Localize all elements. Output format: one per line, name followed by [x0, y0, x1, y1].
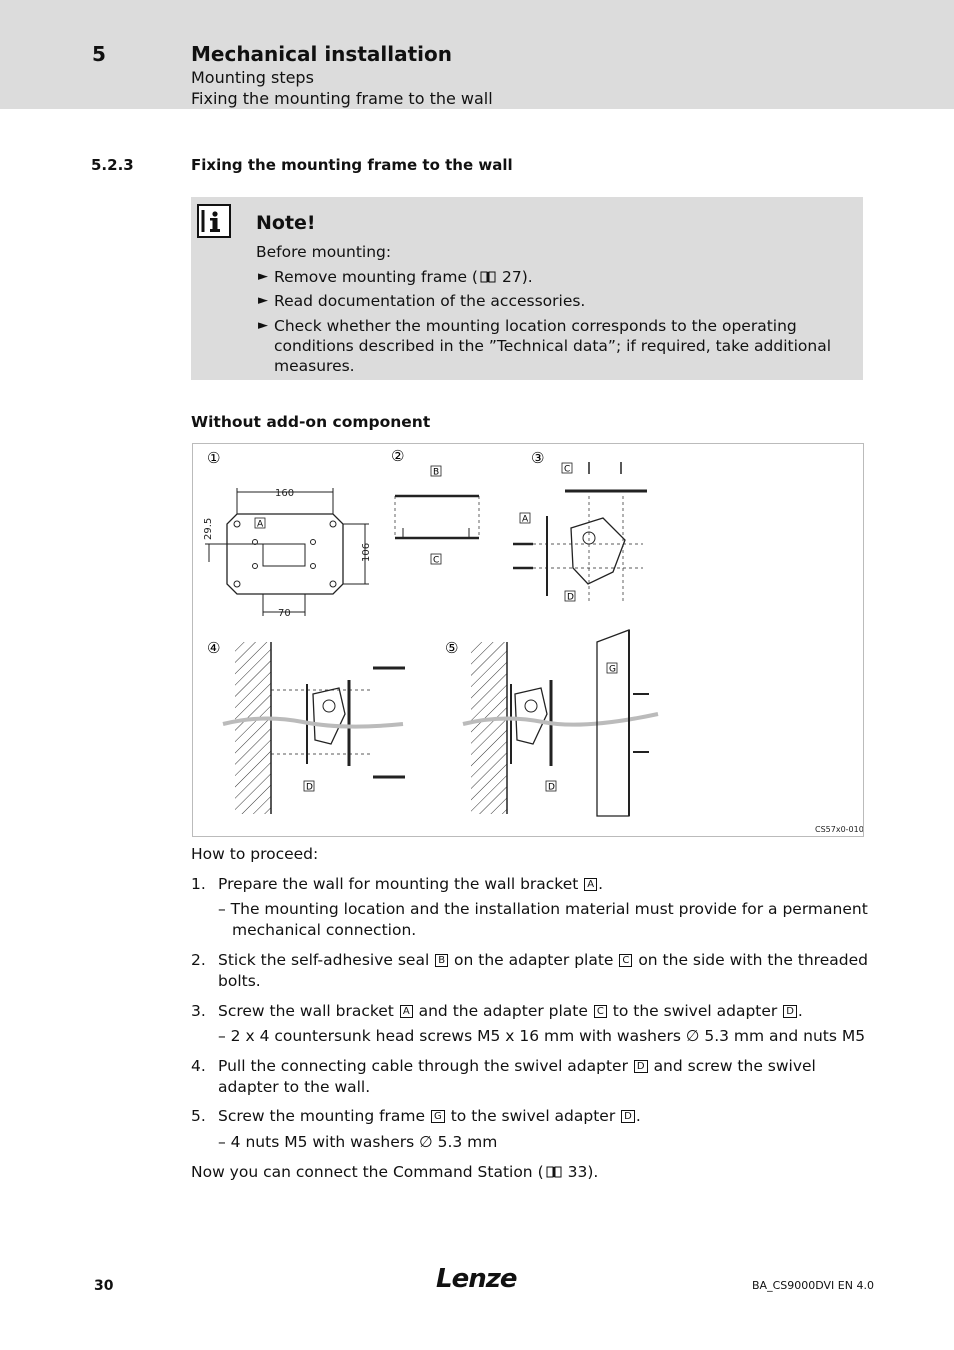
- figure-heading: Without add-on component: [191, 413, 431, 431]
- procedure-outro: [191, 1162, 598, 1182]
- label-c-2: C: [564, 464, 571, 475]
- ref-label-c: C: [619, 954, 632, 967]
- header-subtitle-1: Mounting steps: [191, 68, 314, 87]
- step-3-number: 3.: [191, 1002, 206, 1020]
- step-2-text-c: on the side with the threaded: [638, 951, 868, 969]
- note-bullet-2: Read documentation of the accessories.: [274, 292, 586, 310]
- note-bullet-1-page: 27).: [501, 268, 533, 286]
- ref-label-d: D: [783, 1005, 797, 1018]
- step-marker-5: ⑤: [445, 639, 459, 657]
- step-marker-4: ④: [207, 639, 221, 657]
- outro-page: 33).: [567, 1163, 599, 1181]
- bullet-marker: ►: [258, 318, 268, 333]
- dim-width-label: 160: [275, 488, 295, 499]
- label-b: B: [433, 467, 440, 478]
- step-3-text-d: .: [797, 1002, 803, 1020]
- lenze-logo: Lenze: [436, 1264, 517, 1294]
- step-3-text-b: and the adapter plate: [418, 1002, 588, 1020]
- header-subtitle-2: Fixing the mounting frame to the wall: [191, 89, 493, 108]
- step-5-text-b: to the swivel adapter: [450, 1107, 616, 1125]
- procedure-intro: How to proceed:: [191, 845, 319, 863]
- swivel-assembly-drawing: [513, 462, 647, 602]
- figure-code: CS57x0-010: [815, 825, 863, 834]
- step-marker-2: ②: [391, 447, 405, 465]
- step-5-text-a: Screw the mounting frame: [218, 1107, 426, 1125]
- step-2-number: 2.: [191, 951, 206, 969]
- info-icon: [197, 204, 231, 238]
- label-d-3: D: [548, 782, 555, 793]
- ref-label-b: B: [435, 954, 448, 967]
- dim-offset-label: 29.5: [203, 517, 214, 540]
- step-1-text-b: .: [598, 875, 604, 893]
- step-5-number: 5.: [191, 1107, 206, 1125]
- wall-hatch-5: [471, 642, 507, 814]
- step-1-text-a: Prepare the wall for mounting the wall bracket: [218, 875, 579, 893]
- step-3-text-a: Screw the wall bracket: [218, 1002, 394, 1020]
- ref-label-g: G: [431, 1110, 445, 1123]
- step-2-text-a: Stick the self-adhesive seal: [218, 951, 430, 969]
- note-title: Note!: [256, 212, 316, 234]
- wall-hatch-4: [235, 642, 271, 814]
- note-bullet-1-text: Remove mounting frame (: [274, 268, 478, 286]
- step-3-text-c: to the swivel adapter: [612, 1002, 778, 1020]
- step-5-sub: – 4 nuts M5 with washers ∅ 5.3 mm: [218, 1133, 498, 1151]
- step-4-text-a: Pull the connecting cable through the swivel adapter: [218, 1057, 628, 1075]
- note-bullet-3-line1: Check whether the mounting location corresponds to the operating: [274, 317, 797, 335]
- book-icon: [480, 268, 496, 280]
- step-1-text: [218, 874, 603, 894]
- wall-bracket-drawing: [205, 488, 369, 616]
- document-id: BA_CS9000DVI EN 4.0: [752, 1279, 874, 1292]
- step-4-text-line2: adapter to the wall.: [218, 1078, 371, 1096]
- step-1-sub-line2: mechanical connection.: [232, 921, 417, 939]
- label-g: G: [609, 664, 616, 675]
- step-4-number: 4.: [191, 1057, 206, 1075]
- step-5-text: [218, 1106, 641, 1126]
- section-number: 5.2.3: [91, 156, 134, 174]
- bullet-marker: ►: [258, 293, 268, 308]
- chapter-title: Mechanical installation: [191, 42, 452, 66]
- note-bullet-3-line2: conditions described in the ”Technical data”; if required, take additional: [274, 337, 832, 355]
- mounting-diagram: [193, 444, 863, 836]
- dim-hole-label: 70: [278, 608, 291, 619]
- outro-text: Now you can connect the Command Station (: [191, 1163, 544, 1181]
- ref-label-a: A: [584, 878, 597, 891]
- step-2-text: [218, 950, 868, 970]
- ref-label-d: D: [634, 1060, 648, 1073]
- dim-height-label: 106: [361, 542, 372, 562]
- step-3-sub: – 2 x 4 countersunk head screws M5 x 16 mm with washers ∅ 5.3 mm and nuts M5: [218, 1027, 866, 1045]
- ref-label-d: D: [621, 1110, 635, 1123]
- label-a-2: A: [522, 514, 529, 525]
- step-marker-3: ③: [531, 449, 545, 467]
- step-3-text: [218, 1001, 803, 1021]
- label-a-1: A: [257, 519, 264, 530]
- book-icon: [546, 1163, 562, 1175]
- label-d-2: D: [306, 782, 313, 793]
- step-4-text-b: and screw the swivel: [653, 1057, 816, 1075]
- ref-label-a: A: [400, 1005, 413, 1018]
- note-bullet-3-line3: measures.: [274, 357, 355, 375]
- page-number: 30: [94, 1278, 114, 1294]
- ref-label-c: C: [594, 1005, 607, 1018]
- step-1-number: 1.: [191, 875, 206, 893]
- step-2-text-line2: bolts.: [218, 972, 261, 990]
- step-1-sub-line1: – The mounting location and the installation material must provide for a permanent: [218, 900, 868, 918]
- section-title: Fixing the mounting frame to the wall: [191, 156, 513, 174]
- mounting-figure: [192, 443, 864, 837]
- chapter-number: 5: [92, 42, 106, 66]
- step-5-text-c: .: [635, 1107, 641, 1125]
- bullet-marker: ►: [258, 269, 268, 284]
- seal-and-plate-drawing: [395, 496, 479, 538]
- step-marker-1: ①: [207, 449, 221, 467]
- step-4-text: [218, 1056, 816, 1076]
- step-2-text-b: on the adapter plate: [454, 951, 614, 969]
- note-bullet-1: [274, 267, 533, 287]
- label-c-1: C: [433, 555, 440, 566]
- note-intro: Before mounting:: [256, 243, 392, 261]
- label-d-1: D: [567, 592, 574, 603]
